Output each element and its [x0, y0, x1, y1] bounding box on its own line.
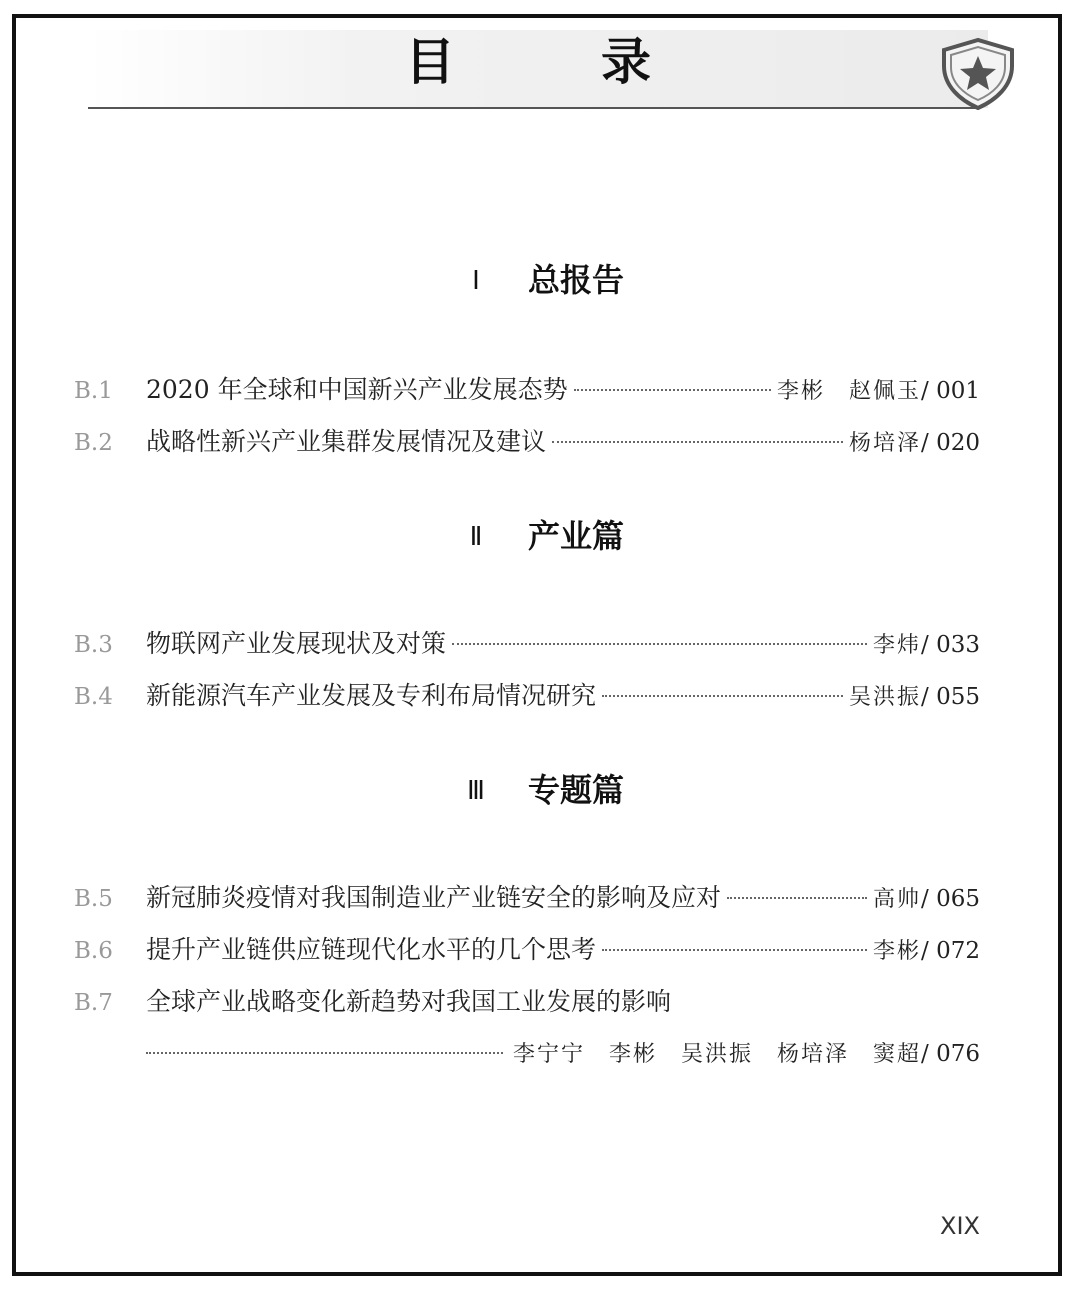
entry-code: B.6 — [74, 938, 113, 964]
part-heading-3 — [0, 770, 1080, 811]
header-rule — [88, 107, 978, 109]
entry-title: 2020 年全球和中国新兴产业发展态势 — [146, 375, 568, 404]
entry-code: B.3 — [74, 632, 113, 658]
entry-title: 全球产业战略变化新趋势对我国工业发展的影响 — [146, 987, 672, 1016]
leader-dots — [574, 389, 771, 391]
leader-dots — [452, 643, 867, 645]
toc-entry-b5[interactable] — [74, 880, 980, 916]
entry-title: 新冠肺炎疫情对我国制造业产业链安全的影响及应对 — [146, 883, 722, 912]
entry-authors: 李宁宁 李彬 吴洪振 杨培泽 窦超 — [513, 1042, 922, 1067]
part-numeral: Ⅲ — [467, 776, 485, 806]
entry-title: 新能源汽车产业发展及专利布局情况研究 — [146, 681, 597, 710]
entry-title: 提升产业链供应链现代化水平的几个思考 — [146, 935, 597, 964]
page-title: 目 录 — [405, 33, 699, 91]
part-label: 总报告 — [527, 261, 624, 299]
entry-authors: 杨培泽 — [849, 431, 922, 456]
part-heading-2 — [0, 516, 1080, 557]
entry-authors: 高帅 — [873, 887, 922, 912]
entry-code: B.2 — [74, 430, 113, 456]
entry-title: 战略性新兴产业集群发展情况及建议 — [146, 427, 547, 456]
entry-page: / 020 — [921, 430, 980, 456]
toc-entry-b4[interactable] — [74, 678, 980, 714]
entry-code: B.5 — [74, 886, 113, 912]
toc-entry-b6[interactable] — [74, 932, 980, 968]
part-numeral: Ⅱ — [469, 522, 483, 552]
entry-authors: 吴洪振 — [849, 685, 922, 710]
toc-entry-b7[interactable] — [74, 984, 980, 1020]
leader-dots — [602, 695, 843, 697]
part-label: 专题篇 — [527, 771, 624, 809]
toc-entry-b7-continuation[interactable] — [146, 1036, 980, 1072]
star-shield-icon — [938, 36, 1018, 110]
entry-authors: 李彬 赵佩玉 — [777, 379, 922, 404]
toc-entry-b1[interactable] — [74, 372, 980, 408]
entry-title: 物联网产业发展现状及对策 — [146, 629, 447, 658]
leader-dots — [146, 1052, 503, 1054]
leader-dots — [602, 949, 867, 951]
page-folio: XIX — [940, 1212, 980, 1240]
entry-page: / 055 — [921, 684, 980, 710]
entry-page: / 001 — [921, 378, 980, 404]
part-numeral: Ⅰ — [472, 266, 480, 296]
part-heading-1 — [0, 260, 1080, 301]
entry-page: / 072 — [921, 938, 980, 964]
entry-code: B.4 — [74, 684, 113, 710]
toc-entry-b2[interactable] — [74, 424, 980, 460]
part-label: 产业篇 — [527, 517, 624, 555]
toc-entry-b3[interactable] — [74, 626, 980, 662]
entry-code: B.7 — [74, 990, 113, 1016]
entry-page: / 065 — [921, 886, 980, 912]
entry-authors: 李彬 — [873, 939, 922, 964]
entry-page: / 033 — [921, 632, 980, 658]
entry-authors: 李炜 — [873, 633, 922, 658]
leader-dots — [727, 897, 867, 899]
leader-dots — [552, 441, 843, 443]
entry-code: B.1 — [74, 378, 113, 404]
entry-page: / 076 — [921, 1041, 980, 1067]
